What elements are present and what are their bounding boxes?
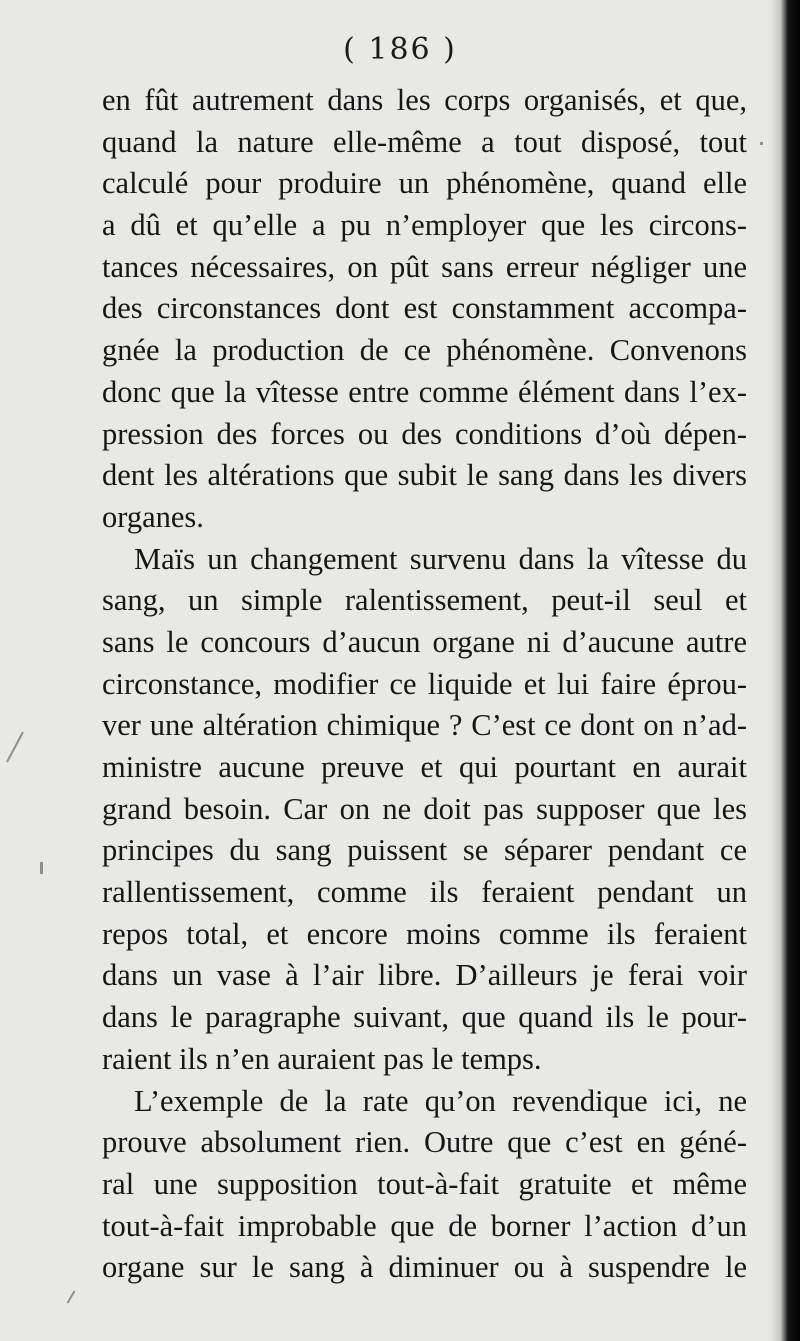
margin-mark xyxy=(760,142,763,145)
text-line: ral une supposition tout-à-fait gratuite et même xyxy=(102,1166,747,1201)
text-line: Maïs un changement survenu dans la vîtesse du xyxy=(134,541,747,576)
text-line: ver une altération chimique ? C’est ce dont on n’ad- xyxy=(102,708,747,743)
text-line: dans un vase à l’air libre. D’ailleurs je ferai voir xyxy=(102,958,747,993)
text-line: principes du sang puissent se séparer pendant ce xyxy=(102,833,747,868)
text-line: repos total, et encore moins comme ils feraient xyxy=(102,916,747,951)
text-line: en fût autrement dans les corps organisés, et que, xyxy=(102,83,747,117)
text-line: raient ils n’en auraient pas le temps. xyxy=(102,1041,542,1076)
margin-mark xyxy=(6,732,24,763)
text-line: pression des forces ou des conditions d’où dépen- xyxy=(102,416,747,451)
text-line: tout-à-fait improbable que de borner l’action d’un xyxy=(102,1208,747,1243)
text-line: rallentissement, comme ils feraient pendant un xyxy=(102,875,747,910)
margin-mark xyxy=(40,862,43,874)
text-line: sans le concours d’aucun organe ni d’aucune autre xyxy=(102,624,747,659)
text-line: ministre aucune preuve et qui pourtant en aurait xyxy=(102,750,747,784)
text-line: a dû et qu’elle a pu n’employer que les circons- xyxy=(102,208,747,243)
page-number-header: ( 186 ) xyxy=(343,32,457,67)
text-line: organe sur le sang à diminuer ou à suspendre le xyxy=(102,1250,747,1285)
text-line: tances nécessaires, on pût sans erreur négliger une xyxy=(102,249,747,284)
text-line: dent les altérations que subit le sang dans les divers xyxy=(102,458,747,493)
text-line: donc que la vîtesse entre comme élément dans l’ex- xyxy=(102,374,747,409)
text-line: grand besoin. Car on ne doit pas supposer que les xyxy=(102,791,747,826)
text-line: dans le paragraphe suivant, que quand ils le pour- xyxy=(102,1000,747,1035)
text-line: prouve absolument rien. Outre que c’est en géné- xyxy=(102,1125,747,1160)
page-edge-shadow xyxy=(770,0,800,1341)
text-line: des circonstances dont est constamment accompa- xyxy=(102,291,747,326)
margin-mark xyxy=(67,1290,76,1303)
text-line: circonstance, modifier ce liquide et lui faire éprou- xyxy=(102,666,747,701)
body-text xyxy=(102,80,747,1289)
text-line: organes. xyxy=(102,499,204,534)
text-line: L’exemple de la rate qu’on revendique ici, ne xyxy=(134,1083,747,1118)
text-line: gnée la production de ce phénomène. Convenons xyxy=(102,333,747,368)
text-line: calculé pour produire un phénomène, quand elle xyxy=(102,166,747,201)
text-line: sang, un simple ralentissement, peut-il seul et xyxy=(102,583,747,618)
text-line: quand la nature elle-même a tout disposé, tout xyxy=(102,124,747,159)
